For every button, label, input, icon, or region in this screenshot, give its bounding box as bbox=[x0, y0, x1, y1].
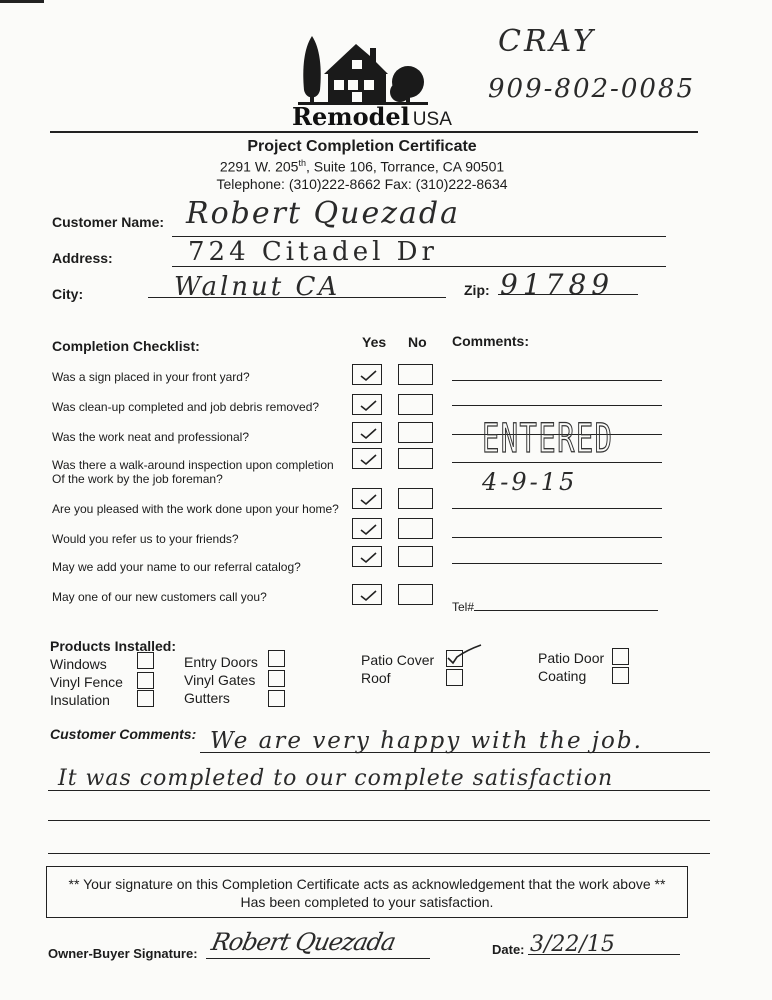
tel-label: Tel# bbox=[452, 600, 475, 614]
comment-line-7 bbox=[452, 563, 662, 564]
check-mark-icon bbox=[353, 547, 383, 568]
no-checkbox-8[interactable] bbox=[398, 584, 433, 605]
corner-mark bbox=[0, 0, 44, 3]
question-4-cont: Of the work by the job foreman? bbox=[52, 472, 223, 486]
question-4: Was there a walk-around inspection upon completion bbox=[52, 458, 334, 472]
question-6: Would you refer us to your friends? bbox=[52, 532, 239, 546]
no-checkbox-2[interactable] bbox=[398, 394, 433, 415]
certificate-title: Project Completion Certificate bbox=[247, 138, 477, 155]
product-patio-cover-checkbox[interactable] bbox=[446, 650, 463, 667]
product-coating-checkbox[interactable] bbox=[612, 667, 629, 684]
product-vinyl-gates-checkbox[interactable] bbox=[268, 670, 285, 687]
date-label: Date: bbox=[492, 942, 525, 957]
customer-comment-line-2 bbox=[48, 790, 710, 791]
entered-date: 4-9-15 bbox=[482, 468, 578, 496]
product-roof-checkbox[interactable] bbox=[446, 669, 463, 686]
no-checkbox-1[interactable] bbox=[398, 364, 433, 385]
check-mark-icon bbox=[353, 489, 383, 510]
customer-comment-line-2-text: It was completed to our complete satisfaction bbox=[58, 766, 614, 791]
handwritten-contact-phone: 909-802-0085 bbox=[488, 74, 695, 104]
product-vinyl-fence-checkbox[interactable] bbox=[137, 672, 154, 689]
product-insulation-checkbox[interactable] bbox=[137, 690, 154, 707]
yes-column-label: Yes bbox=[362, 334, 387, 350]
question-2: Was clean-up completed and job debris removed? bbox=[52, 400, 320, 414]
yes-checkbox-1[interactable] bbox=[352, 364, 382, 385]
address-label: Address: bbox=[52, 250, 113, 266]
owner-signature-label: Owner-Buyer Signature: bbox=[48, 946, 198, 961]
customer-comment-line-1-text: We are very happy with the job. bbox=[210, 728, 643, 754]
zip-label: Zip: bbox=[464, 282, 490, 298]
notice-line-1: ** Your signature on this Completion Certificate acts as acknowledgement that the work above ** bbox=[68, 876, 666, 892]
notice-line-2: Has been completed to your satisfaction. bbox=[240, 894, 494, 910]
yes-checkbox-7[interactable] bbox=[352, 546, 382, 567]
product-roof-label: Roof bbox=[361, 670, 391, 686]
product-gutters-label: Gutters bbox=[184, 690, 230, 706]
tel-line bbox=[474, 610, 658, 611]
check-mark-icon bbox=[353, 519, 383, 540]
check-mark-icon bbox=[353, 423, 383, 444]
yes-checkbox-6[interactable] bbox=[352, 518, 382, 539]
no-column-label: No bbox=[408, 334, 427, 350]
customer-comment-line-4 bbox=[48, 853, 710, 854]
zip-value: 91789 bbox=[500, 268, 615, 301]
check-mark-icon bbox=[445, 648, 485, 668]
yes-checkbox-3[interactable] bbox=[352, 422, 382, 443]
yes-checkbox-4[interactable] bbox=[352, 448, 382, 469]
question-5: Are you pleased with the work done upon your home? bbox=[52, 502, 339, 516]
customer-name-value: Robert Quezada bbox=[186, 196, 460, 231]
question-7: May we add your name to our referral catalog? bbox=[52, 560, 301, 574]
yes-checkbox-5[interactable] bbox=[352, 488, 382, 509]
logo-brand-main: Remodel bbox=[292, 102, 410, 131]
question-1: Was a sign placed in your front yard? bbox=[52, 370, 250, 384]
question-3: Was the work neat and professional? bbox=[52, 430, 249, 444]
comment-line-1 bbox=[452, 380, 662, 381]
comment-line-2 bbox=[452, 405, 662, 406]
signature-line bbox=[206, 958, 430, 959]
products-heading: Products Installed: bbox=[50, 638, 177, 654]
city-value: Walnut CA bbox=[174, 272, 341, 302]
yes-checkbox-8[interactable] bbox=[352, 584, 382, 605]
product-entry-doors-checkbox[interactable] bbox=[268, 650, 285, 667]
no-checkbox-3[interactable] bbox=[398, 422, 433, 443]
company-phone: Telephone: (310)222-8662 Fax: (310)222-8634 bbox=[216, 176, 508, 192]
check-mark-icon bbox=[353, 365, 383, 386]
acknowledgement-notice bbox=[46, 866, 688, 918]
logo-wordmark bbox=[292, 102, 452, 131]
date-value: 3/22/15 bbox=[530, 932, 615, 957]
question-8: May one of our new customers call you? bbox=[52, 590, 267, 604]
comments-column-label: Comments: bbox=[452, 333, 530, 349]
product-gutters-checkbox[interactable] bbox=[268, 690, 285, 707]
check-mark-icon bbox=[353, 449, 383, 470]
logo-brand-suffix: USA bbox=[412, 109, 452, 130]
comment-line-4 bbox=[452, 462, 662, 463]
product-patio-door-label: Patio Door bbox=[538, 650, 605, 666]
customer-comments-label: Customer Comments: bbox=[50, 726, 197, 742]
check-mark-icon bbox=[353, 585, 383, 606]
yes-checkbox-2[interactable] bbox=[352, 394, 382, 415]
no-checkbox-7[interactable] bbox=[398, 546, 433, 567]
product-patio-cover-label: Patio Cover bbox=[361, 652, 435, 668]
customer-comment-line-1 bbox=[200, 752, 710, 753]
product-entry-doors-label: Entry Doors bbox=[184, 654, 258, 670]
product-insulation-label: Insulation bbox=[50, 692, 110, 708]
company-address: 2291 W. 205th, Suite 106, Torrance, CA 90501 bbox=[219, 158, 505, 175]
product-windows-label: Windows bbox=[50, 656, 107, 672]
product-coating-label: Coating bbox=[538, 668, 587, 684]
product-vinyl-fence-label: Vinyl Fence bbox=[50, 674, 123, 690]
product-vinyl-gates-label: Vinyl Gates bbox=[184, 672, 256, 688]
product-windows-checkbox[interactable] bbox=[137, 652, 154, 669]
product-patio-door-checkbox[interactable] bbox=[612, 648, 629, 665]
handwritten-contact-name: CRAY bbox=[498, 24, 596, 59]
no-checkbox-4[interactable] bbox=[398, 448, 433, 469]
address-value: 724 Citadel Dr bbox=[188, 237, 438, 267]
comment-line-5 bbox=[452, 508, 662, 509]
comment-line-6 bbox=[452, 537, 662, 538]
entered-stamp: ENTERED bbox=[482, 416, 614, 462]
check-mark-icon bbox=[353, 395, 383, 416]
no-checkbox-5[interactable] bbox=[398, 488, 433, 509]
customer-comment-line-3 bbox=[48, 820, 710, 821]
city-label: City: bbox=[52, 286, 84, 302]
header-rule bbox=[50, 131, 698, 133]
checklist-heading: Completion Checklist: bbox=[52, 338, 200, 354]
owner-signature: Robert Quezada bbox=[209, 928, 398, 956]
customer-name-label: Customer Name: bbox=[52, 214, 165, 230]
no-checkbox-6[interactable] bbox=[398, 518, 433, 539]
